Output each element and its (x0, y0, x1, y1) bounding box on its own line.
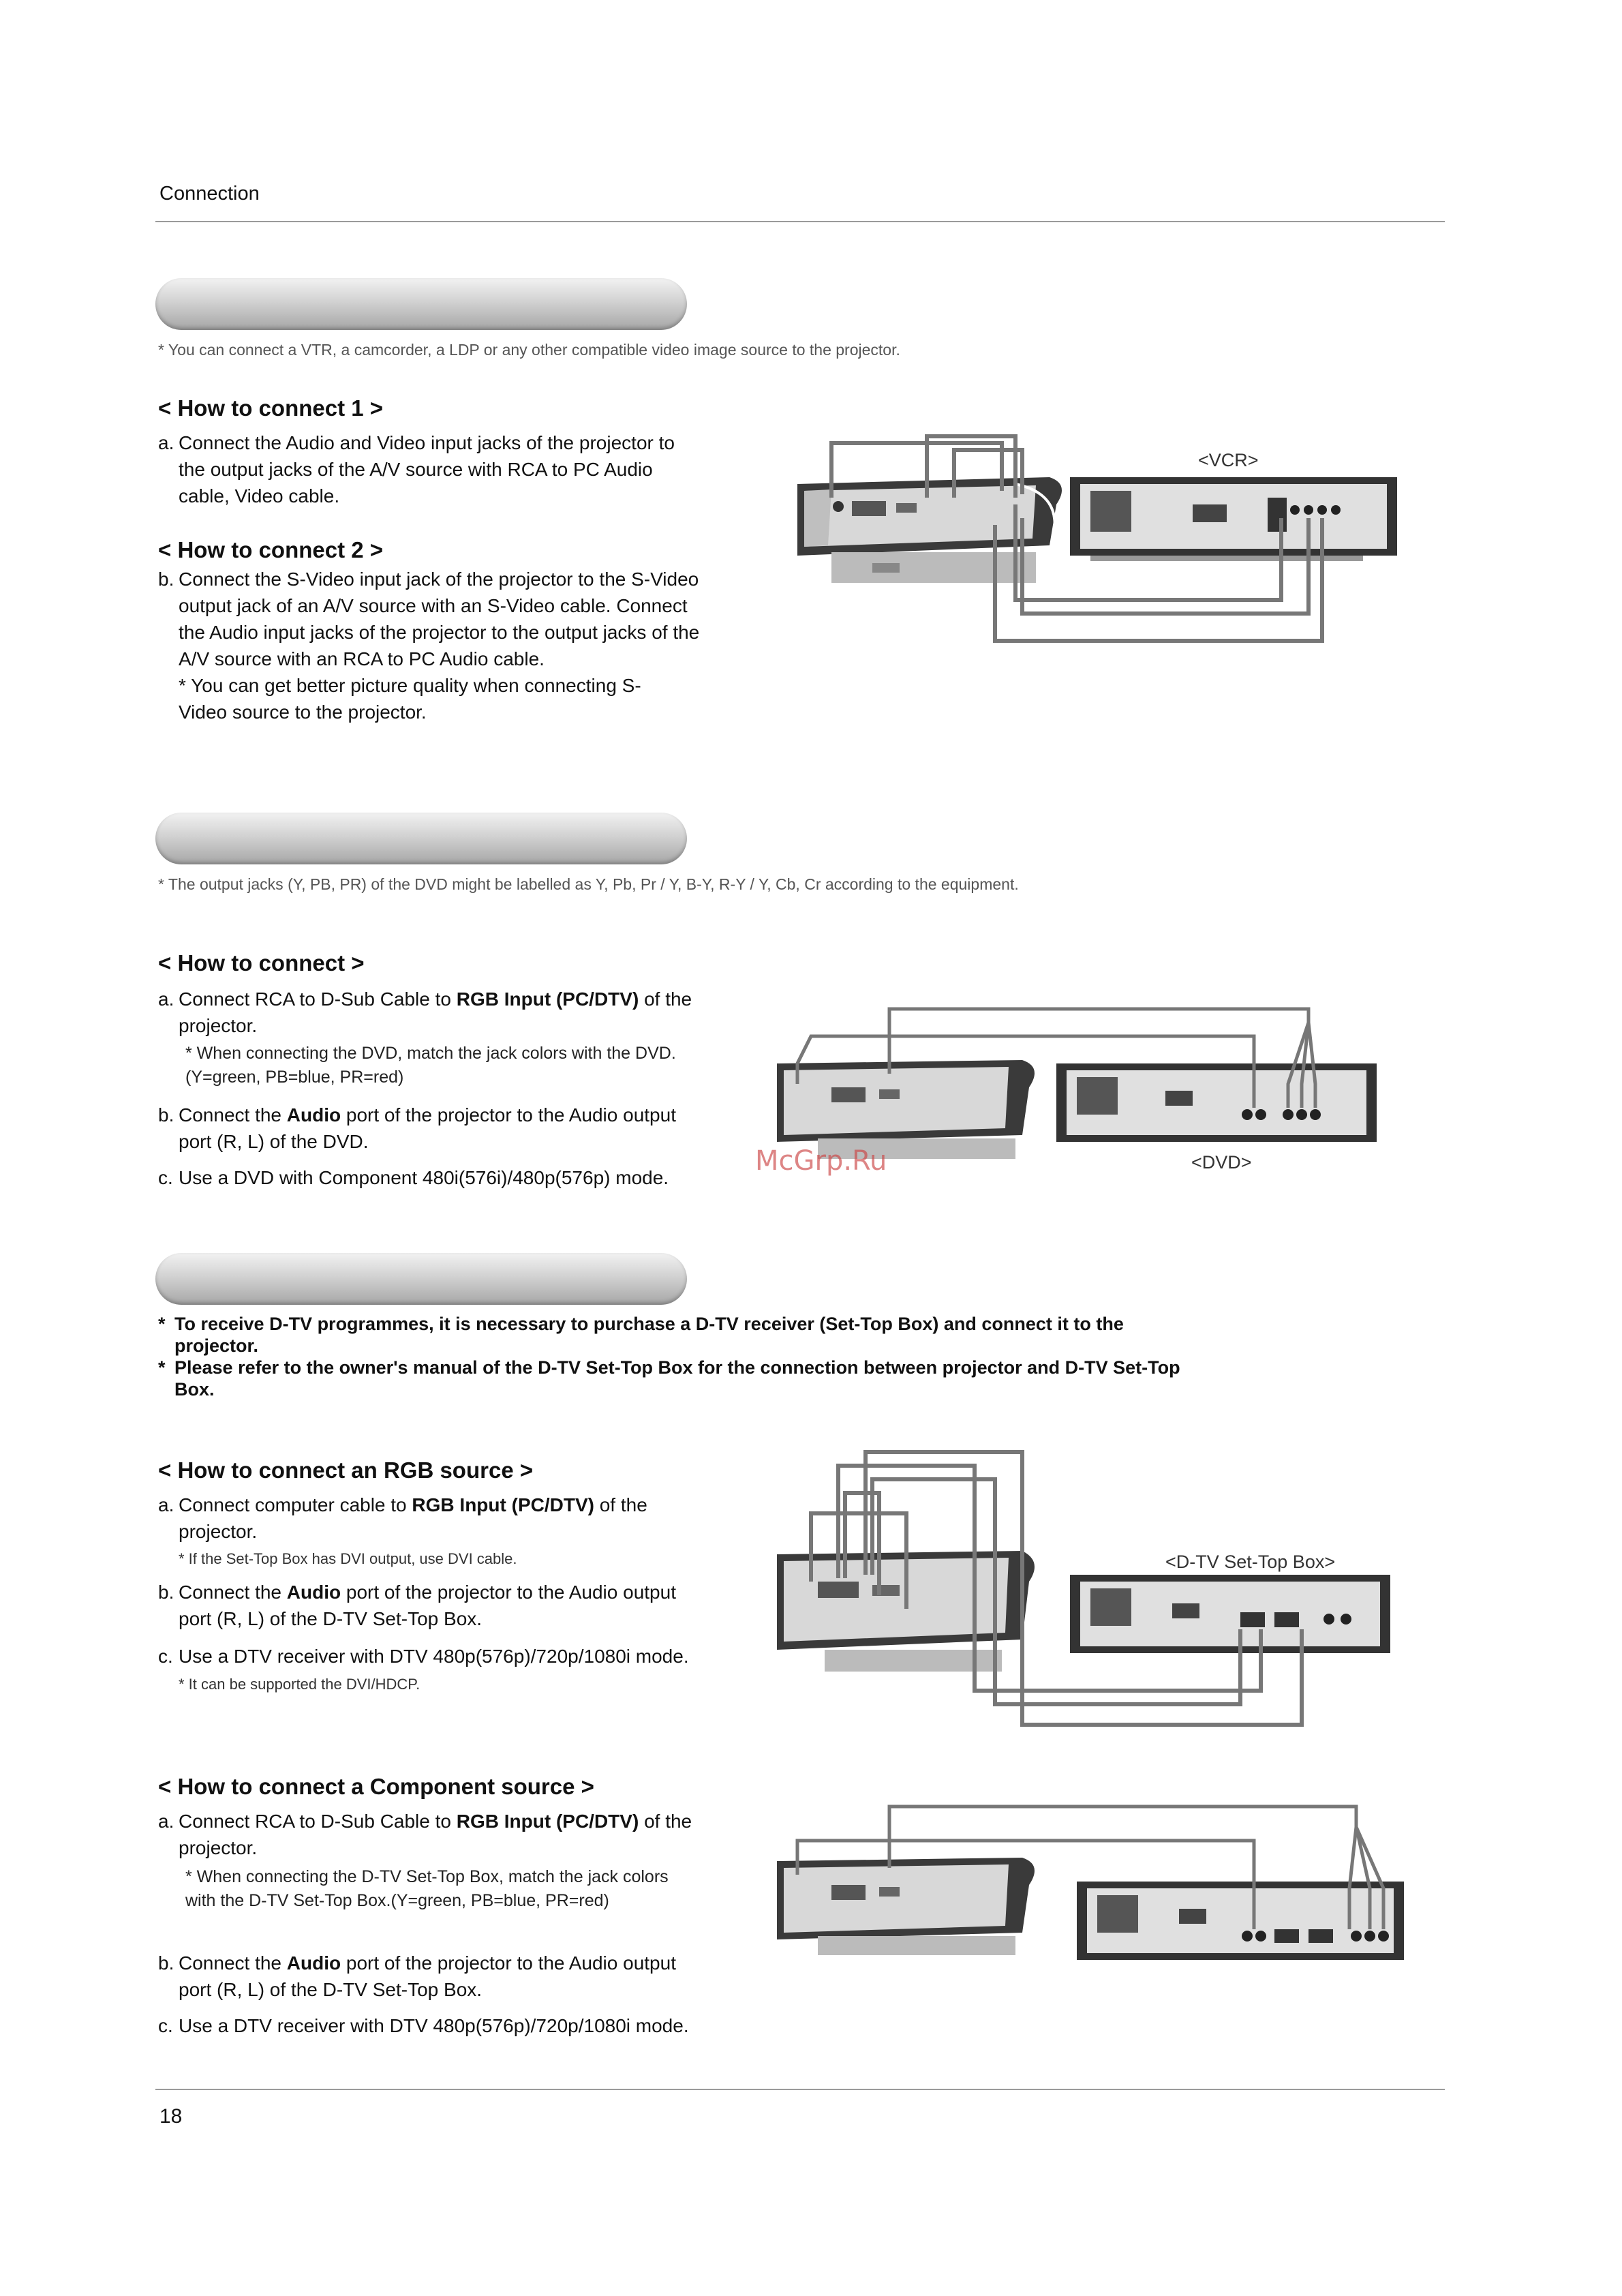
page-section-title: Connection (159, 183, 260, 205)
step-emphasis: Audio (286, 1582, 341, 1603)
header-divider (155, 221, 1445, 222)
step-label: a. (158, 1494, 174, 1515)
step-text: port of the projector to the Audio output port (R, L) of the D-TV Set-Top Box. (179, 1582, 676, 1629)
step-emphasis: Audio (286, 1952, 341, 1974)
step-label: c. (158, 2015, 173, 2036)
step-b (158, 1579, 703, 1632)
step-label: a. (158, 988, 174, 1010)
step-text: of the projector. (179, 1494, 647, 1542)
footer-divider (155, 2089, 1445, 2090)
step-a (158, 986, 703, 1039)
step-b (158, 1102, 703, 1155)
step-c (158, 2012, 744, 2039)
step-text: Use a DVD with Component 480i(576i)/480p(576p) mode. (179, 1167, 669, 1188)
step-b (158, 566, 703, 672)
step-note: * When connecting the DVD, match the jack colors with the DVD.(Y=green, PB=blue, PR=red) (185, 1044, 676, 1087)
step-text: Connect the (179, 1104, 287, 1126)
step-text: Connect RCA to D-Sub Cable to (179, 988, 457, 1010)
step-text: of the projector. (179, 1811, 692, 1858)
step-note: * You can get better picture quality when connecting S-Video source to the projector. (179, 675, 641, 723)
step-emphasis: Audio (286, 1104, 341, 1126)
projector-illustration (777, 1858, 1035, 1955)
step-c (158, 1164, 703, 1191)
set-top-box-illustration (1077, 1882, 1404, 1960)
step-text: Connect computer cable to (179, 1494, 412, 1515)
step-note: * If the Set-Top Box has DVI output, use DVI cable. (179, 1550, 517, 1567)
section-banner-video (155, 278, 687, 330)
step-label: b. (158, 569, 174, 590)
step-a (158, 429, 703, 509)
step-label: c. (158, 1646, 173, 1667)
step-label: b. (158, 1952, 174, 1974)
section-heading: < How to connect an RGB source > (158, 1457, 534, 1483)
section-heading: < How to connect > (158, 950, 365, 976)
step-text: Use a DTV receiver with DTV 480p(576p)/720p/1080i mode. (179, 1646, 689, 1667)
note-bullet: * (158, 1314, 166, 1334)
step-emphasis: RGB Input (PC/DTV) (456, 1811, 639, 1832)
step-label: a. (158, 432, 174, 453)
note-bullet: * (158, 1357, 166, 1378)
projector-illustration (777, 1060, 1035, 1159)
step-text: of the projector. (179, 988, 692, 1036)
watermark-text: McGrp.Ru (755, 1145, 887, 1177)
section-note: Please refer to the owner's manual of the D-TV Set-Top Box for the connection between projector and D-TV Set-Top Box. (174, 1357, 1180, 1400)
vcr-illustration (1070, 477, 1397, 561)
vcr-connection-diagram (791, 429, 1404, 654)
step-text: Connect RCA to D-Sub Cable to (179, 1811, 457, 1832)
section-note: * The output jacks (Y, PB, PR) of the DVD might be labelled as Y, Pb, Pr / Y, B-Y, R-Y / Y, Cb, Cr according to the equipment. (158, 875, 1019, 893)
diagram-label-set-top-box: <D-TV Set-Top Box> (1165, 1552, 1336, 1572)
section-banner-dtv (155, 1253, 687, 1305)
step-label: b. (158, 1104, 174, 1126)
section-heading: < How to connect 2 > (158, 537, 384, 562)
step-text: Use a DTV receiver with DTV 480p(576p)/720p/1080i mode. (179, 2015, 689, 2036)
step-a (158, 1808, 703, 1861)
dvd-player-illustration (1056, 1063, 1377, 1142)
step-text: Connect the S-Video input jack of the projector to the S-Video output jack of an A/V source with an S-Video cable. Connect the Audio input jacks of the projector to the output jacks of the A/V source with an RCA to PC Audio cable. (179, 569, 700, 669)
dtv-component-connection-diagram (770, 1800, 1411, 1970)
section-banner-dvd (155, 813, 687, 864)
step-text: Connect the Audio and Video input jacks of the projector to the output jacks of the A/V source with RCA to PC Audio cable, Video cable. (179, 432, 675, 507)
step-label: b. (158, 1582, 174, 1603)
page-number: 18 (159, 2105, 183, 2128)
section-note: To receive D-TV programmes, it is necessary to purchase a D-TV receiver (Set-Top Box) and connect it to the projector. (174, 1314, 1124, 1356)
step-a (158, 1492, 703, 1545)
step-label: a. (158, 1811, 174, 1832)
step-b (158, 1950, 703, 2003)
diagram-label-dvd: <DVD> (1191, 1152, 1252, 1173)
section-heading: < How to connect 1 > (158, 395, 384, 421)
step-text: Connect the (179, 1582, 287, 1603)
step-text: port of the projector to the Audio output port (R, L) of the D-TV Set-Top Box. (179, 1952, 676, 2000)
step-label: c. (158, 1167, 173, 1188)
section-heading: < How to connect a Component source > (158, 1774, 594, 1799)
step-note: * It can be supported the DVI/HDCP. (179, 1676, 420, 1693)
step-text: Connect the (179, 1952, 287, 1974)
section-notes (158, 1313, 1208, 1400)
diagram-label-vcr: <VCR> (1198, 450, 1259, 470)
step-emphasis: RGB Input (PC/DTV) (412, 1494, 594, 1515)
step-emphasis: RGB Input (PC/DTV) (456, 988, 639, 1010)
dtv-rgb-connection-diagram (770, 1445, 1397, 1745)
step-text: port of the projector to the Audio output port (R, L) of the DVD. (179, 1104, 676, 1152)
section-note: * You can connect a VTR, a camcorder, a LDP or any other compatible video image source to the projector. (158, 341, 900, 359)
step-c (158, 1643, 744, 1670)
set-top-box-illustration (1070, 1575, 1390, 1653)
step-note: * When connecting the D-TV Set-Top Box, match the jack colors with the D-TV Set-Top Box.(Y=green, PB=blue, PR=red) (185, 1867, 669, 1910)
